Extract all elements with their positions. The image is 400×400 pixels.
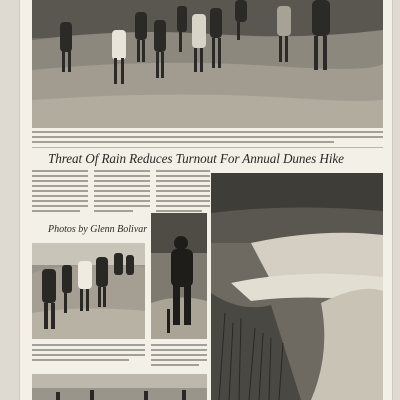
headline: Threat Of Rain Reduces Turnout For Annual Dunes Hike — [48, 151, 344, 166]
top-photo-hikers-on-dunes — [32, 0, 383, 128]
divider — [32, 147, 383, 148]
article-column-2 — [94, 170, 150, 215]
middle-photo-photographer — [151, 213, 207, 339]
newspaper-clipping — [20, 0, 392, 400]
middle-photo-caption — [151, 344, 207, 369]
bottom-strip-photo — [32, 374, 207, 400]
article-column-1 — [32, 170, 88, 215]
article-column-3 — [156, 170, 210, 215]
right-photo-dunes-pond — [211, 173, 383, 400]
left-photo-hikers-walking — [32, 243, 145, 339]
byline: Photos by Glenn Bolivar — [48, 224, 148, 235]
left-photo-caption — [32, 344, 145, 364]
top-photo-caption — [32, 131, 383, 146]
